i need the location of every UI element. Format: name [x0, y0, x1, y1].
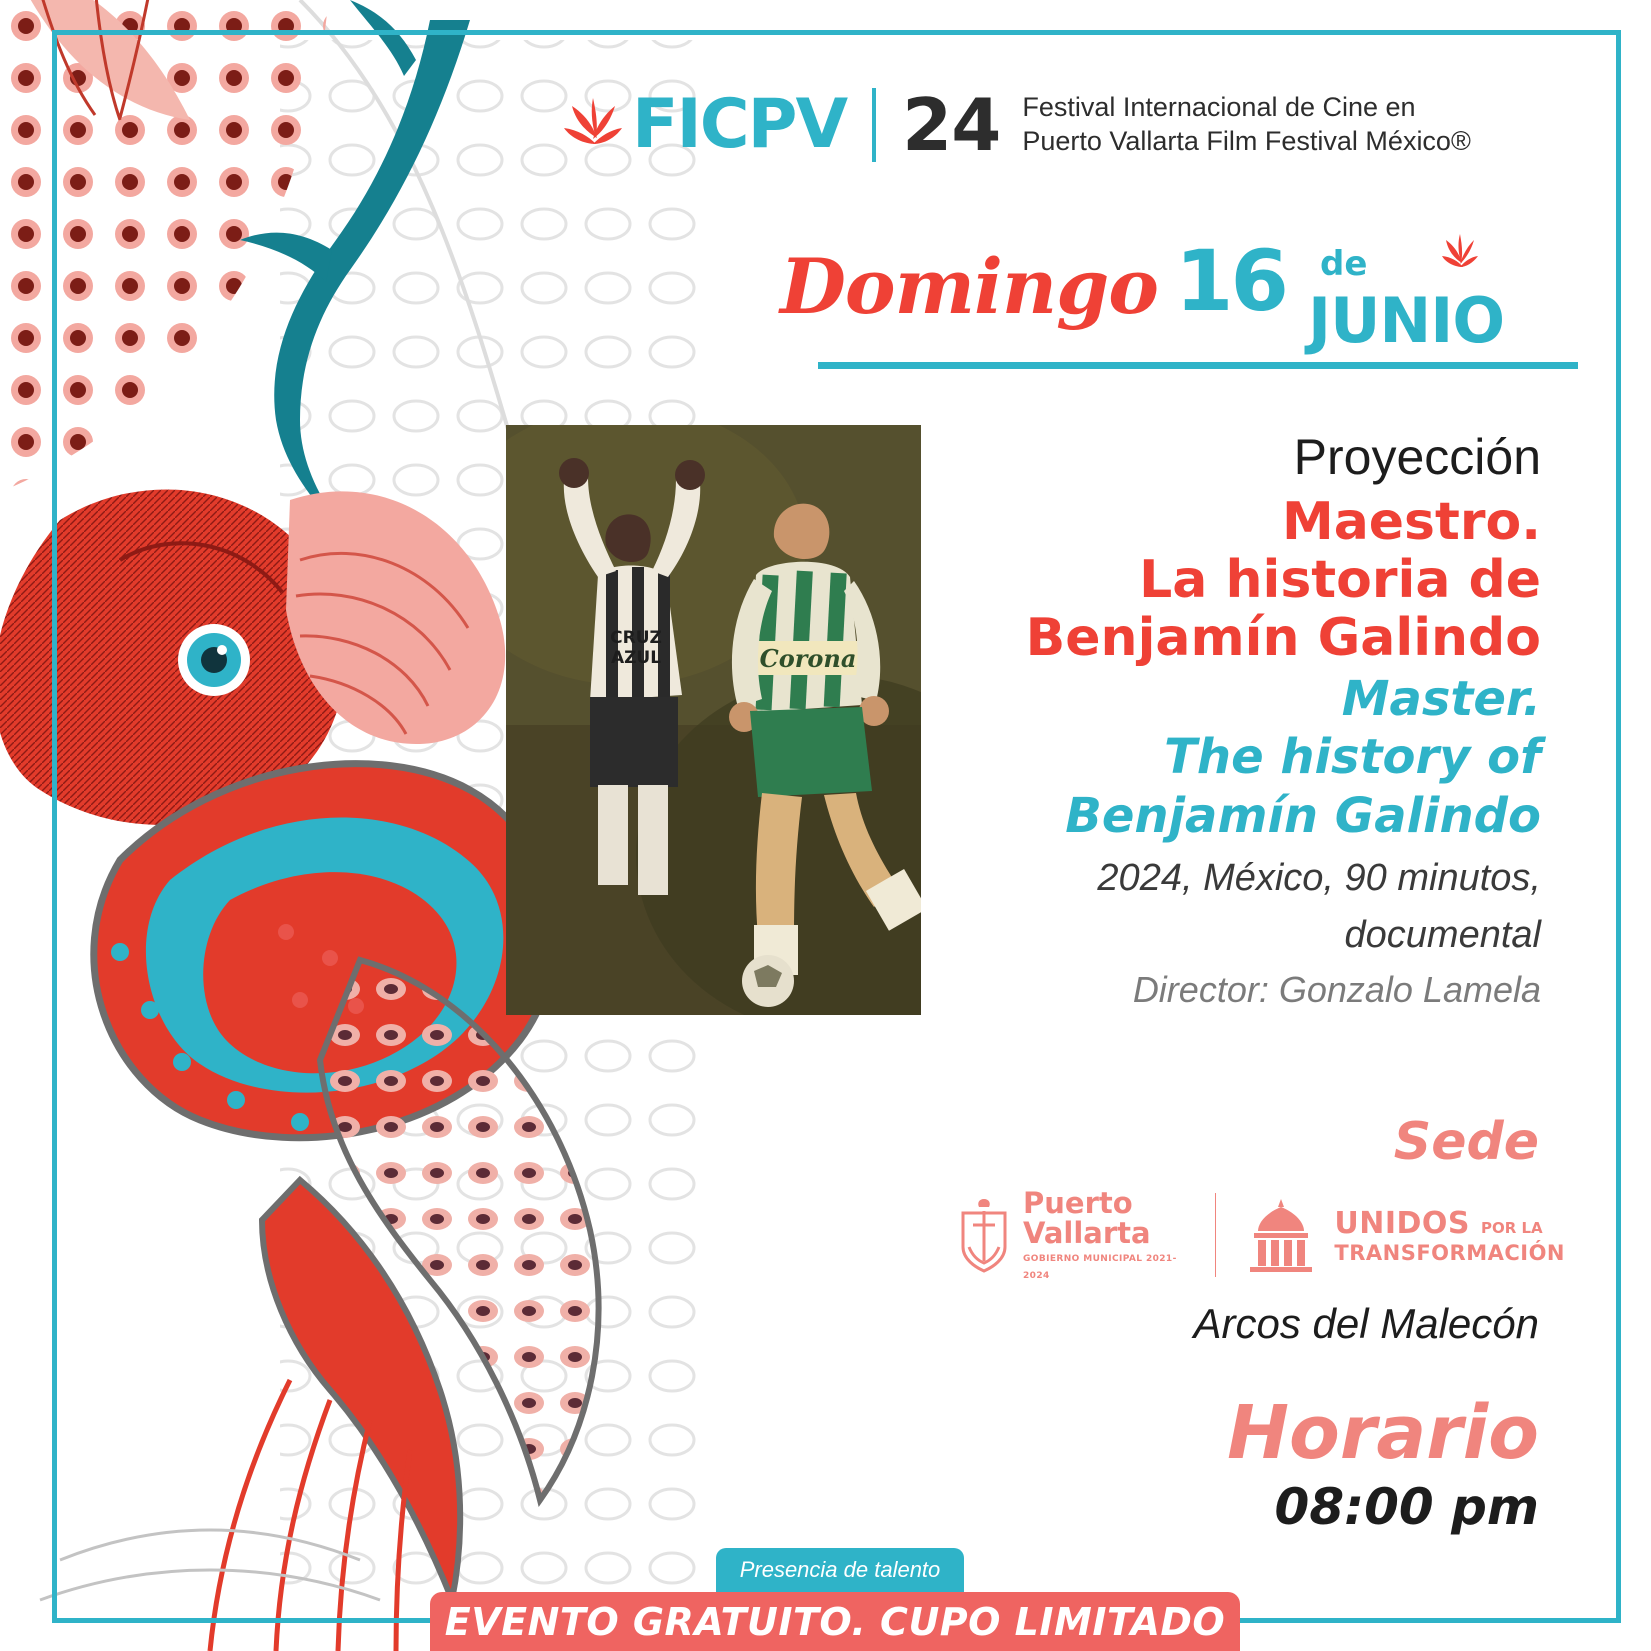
venue-name: Arcos del Malecón — [1193, 1300, 1539, 1347]
schedule-time: 08:00 pm — [1274, 1478, 1539, 1536]
pv-line-3: GOBIERNO MUNICIPAL 2021-2024 — [1023, 1254, 1177, 1281]
agave-leaf-icon — [560, 94, 626, 156]
date-day-number: 16 — [1175, 232, 1286, 330]
unidos-line-1 — [1334, 1206, 1565, 1241]
unidos-word: UNIDOS — [1334, 1205, 1471, 1241]
festival-subtitle-line1: Festival Internacional de Cine en — [1022, 92, 1416, 123]
talent-presence-badge: Presencia de talento — [716, 1548, 964, 1592]
event-date — [780, 228, 1510, 357]
sponsor-divider — [1215, 1193, 1216, 1277]
film-title-en-line-3: Benjamín Galindo — [1065, 788, 1541, 845]
schedule-heading: Horario — [1227, 1390, 1539, 1476]
free-event-banner: EVENTO GRATUITO. CUPO LIMITADO — [430, 1592, 1240, 1651]
puerto-vallarta-logo — [955, 1186, 1193, 1281]
unidos-transformacion-logo — [1238, 1197, 1565, 1273]
puerto-vallarta-wordmark — [1023, 1186, 1193, 1281]
pv-line-1: Puerto — [1023, 1186, 1133, 1221]
venue-sponsor-logos — [955, 1180, 1565, 1290]
festival-subtitle — [1022, 91, 1471, 159]
film-director: Director: Gonzalo Lamela — [1132, 969, 1541, 1011]
svg-text:AZUL: AZUL — [610, 648, 662, 668]
film-title-en-line-2: The history of — [1164, 729, 1541, 786]
puerto-vallarta-crest-icon — [955, 1195, 1013, 1275]
date-month: JUNIO — [1308, 284, 1505, 357]
festival-logo-text: FICPV — [632, 85, 847, 164]
unidos-wordmark — [1334, 1206, 1565, 1265]
unidos-line-2: TRANSFORMACIÓN — [1334, 1240, 1565, 1265]
venue-heading: Sede — [1393, 1112, 1539, 1172]
kiosk-building-icon — [1238, 1197, 1324, 1273]
film-title-line-1: Maestro. — [1281, 492, 1541, 552]
film-title-en-line-1: Master. — [1341, 670, 1541, 727]
svg-text:Corona: Corona — [759, 644, 857, 673]
logo-divider — [872, 88, 876, 162]
film-title-line-3: Benjamín Galindo — [1025, 608, 1541, 669]
agave-leaf-icon — [1440, 232, 1480, 276]
festival-edition-number: 24 — [902, 83, 1001, 167]
screening-kicker: Proyección — [1293, 429, 1541, 485]
date-weekday: Domingo — [780, 242, 1158, 331]
film-meta-line-2: documental — [1344, 914, 1541, 957]
film-info-block — [841, 430, 1541, 1011]
film-title-line-2: La historia de — [1139, 550, 1541, 611]
festival-logo-header — [560, 83, 1500, 167]
date-de-word: de — [1320, 244, 1368, 284]
pv-line-2: Vallarta — [1023, 1215, 1151, 1250]
film-meta-line-1: 2024, México, 90 minutos, — [1097, 856, 1541, 899]
unidos-por-la: POR LA — [1480, 1218, 1543, 1237]
festival-subtitle-line2: Puerto Vallarta Film Festival México® — [1022, 126, 1471, 156]
svg-text:CRUZ: CRUZ — [610, 628, 662, 648]
date-underline-rule — [818, 362, 1578, 369]
